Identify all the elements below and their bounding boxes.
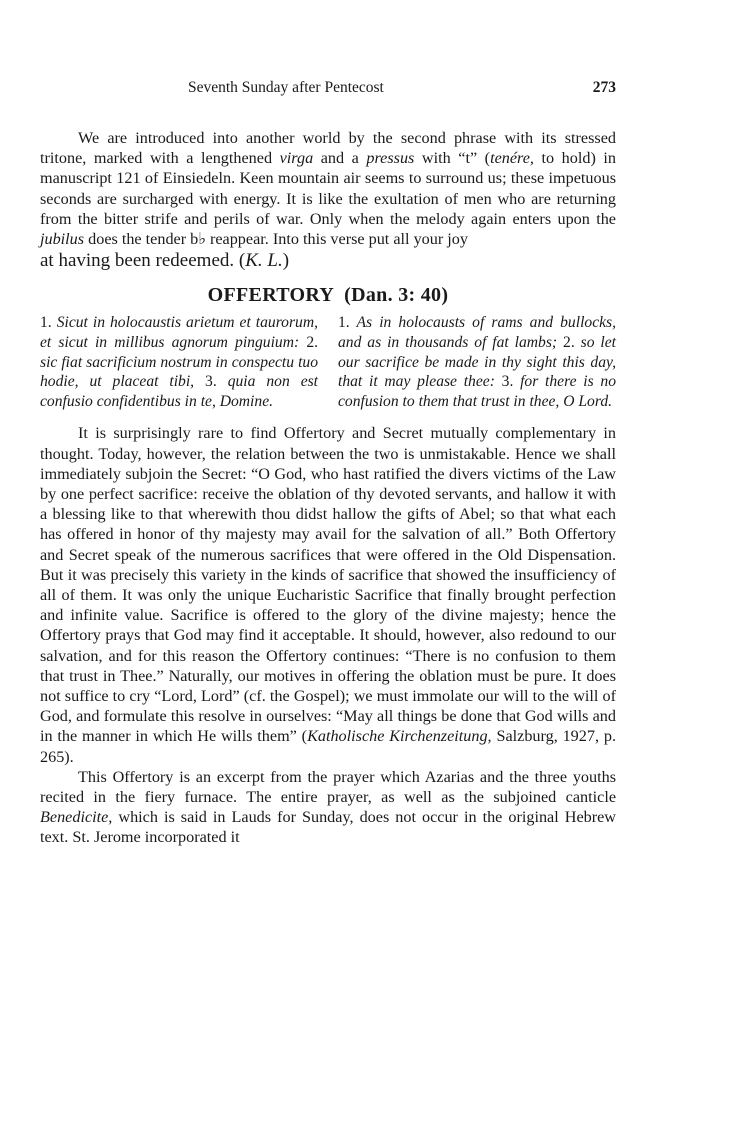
english-column [338, 313, 616, 411]
text-run: which is said in Lauds for Sunday, does not occur in the original Hebrew text. St. Jerome incorporated it [40, 808, 616, 847]
page-number: 273 [592, 79, 616, 96]
verse-number: 1. [338, 314, 350, 332]
text-run: and a [313, 149, 367, 168]
book-page [40, 78, 616, 848]
intro-closing-line [40, 249, 616, 273]
author-initials: K. L. [245, 250, 283, 272]
latin-column [40, 313, 318, 411]
verse-number: 2. [563, 334, 575, 352]
text-run: reappear. Into this verse put all your joy [205, 230, 468, 249]
text-run: at having been redeemed. ( [40, 250, 246, 272]
running-title: Seventh Sunday after Pentecost [188, 79, 384, 96]
commentary-paragraph [40, 423, 616, 766]
text-run: This Offertory is an excerpt from the prayer which Azarias and the three youths recited in the fiery furnace. The entire prayer, as well as the subjoined canticle [40, 767, 616, 807]
offertory-text [40, 313, 616, 411]
verse-number: 1. [40, 314, 52, 332]
text-run: does the tender [84, 230, 191, 249]
verse-number: 3. [205, 373, 217, 391]
term-tenere: tenére, [490, 149, 534, 168]
term-pressus: pressus [366, 149, 415, 168]
source-citation: Katholische Kirchenzeitung, [307, 727, 492, 746]
text-run: with “t” ( [414, 149, 491, 168]
offertory-heading [40, 285, 616, 305]
text-run: We are introduced into another world by the second phrase with its stressed tritone, marked with a lengthened [40, 129, 616, 168]
scripture-reference: (Dan. 3: 40) [344, 284, 449, 307]
term-jubilus: jubilus [40, 230, 85, 249]
text-run: ) [282, 250, 290, 272]
b-flat-symbol: b♭ [190, 230, 206, 249]
latin-phrase-3: quia non est confusio confidentibus in te, Domine. [40, 373, 319, 410]
english-phrase-1: As in holocausts of rams and bullocks, and as in thousands of fat lambs; [338, 314, 617, 352]
intro-paragraph [40, 128, 616, 249]
latin-phrase-1: Sicut in holocaustis arietum et taurorum, et sicut in millibus agnorum pinguium: [40, 314, 319, 352]
term-virga: virga [279, 149, 314, 168]
text-run: to hold) in manuscript 121 of Einsiedeln. Keen mountain air seems to surround us; these impetuous seconds are surcharged with energy. It is like the exultation of men who are returning from the bitter strife and perils of war. Only when the melody again enters upon the [40, 149, 616, 228]
text-run: It is surprisingly rare to find Offertory and Secret mutually complementary in thought. Today, however, the relation between the two is unmistakable. Hence we shall immediately subjoin the Secret: “O God, who hast ratified the divers victims of the Law by one perfect sacrifice: receive the oblation of thy devoted servants, and hallow it with a blessing like to that wherewith thou didst hallow the gifts of Abel; so that what each has offered in honor of thy majesty may avail for the salvation of all.” Both Offertory and Secret speak of the numerous sacrifices that were offered in the Old Dispensation. But it was precisely this variety in the kinds of sacrifice that showed the insufficiency of all of them. It was only the unique Eucharistic Sacrifice that finally brought perfection and infinite value. Sacrifice is offered to the glory of the divine majesty; hence the Offertory prays that God may find it acceptable. It should, however, also redound to our salvation, and for this reason the Offertory continues: “There is no confusion to them that trust in Thee.” Naturally, our motives in offering the oblation must be pure. It does not suffice to cry “Lord, Lord” (cf. the Gospel); we must immolate our will to the will of God, and formulate this resolve in ourselves: “May all things be done that God wills and in the manner in which He wills them” ( [40, 424, 616, 746]
verse-number: 2. [306, 334, 319, 352]
canticle-title: Benedicite, [40, 808, 113, 827]
text-run: Salzburg, 1927, p. 265). [40, 727, 616, 766]
english-phrase-2: so let our sacrifice be made in thy sight this day, that it may please thee: [338, 334, 616, 391]
latin-phrase-2: sic fiat sacrificium nostrum in conspectu tuo hodie, ut placeat tibi, [40, 353, 318, 391]
final-paragraph [40, 767, 616, 848]
english-phrase-3: for there is no confusion to them that trust in thee, O Lord. [338, 373, 616, 410]
verse-number: 3. [501, 373, 514, 391]
offertory-title: OFFERTORY [207, 284, 335, 307]
page-header [40, 78, 616, 102]
